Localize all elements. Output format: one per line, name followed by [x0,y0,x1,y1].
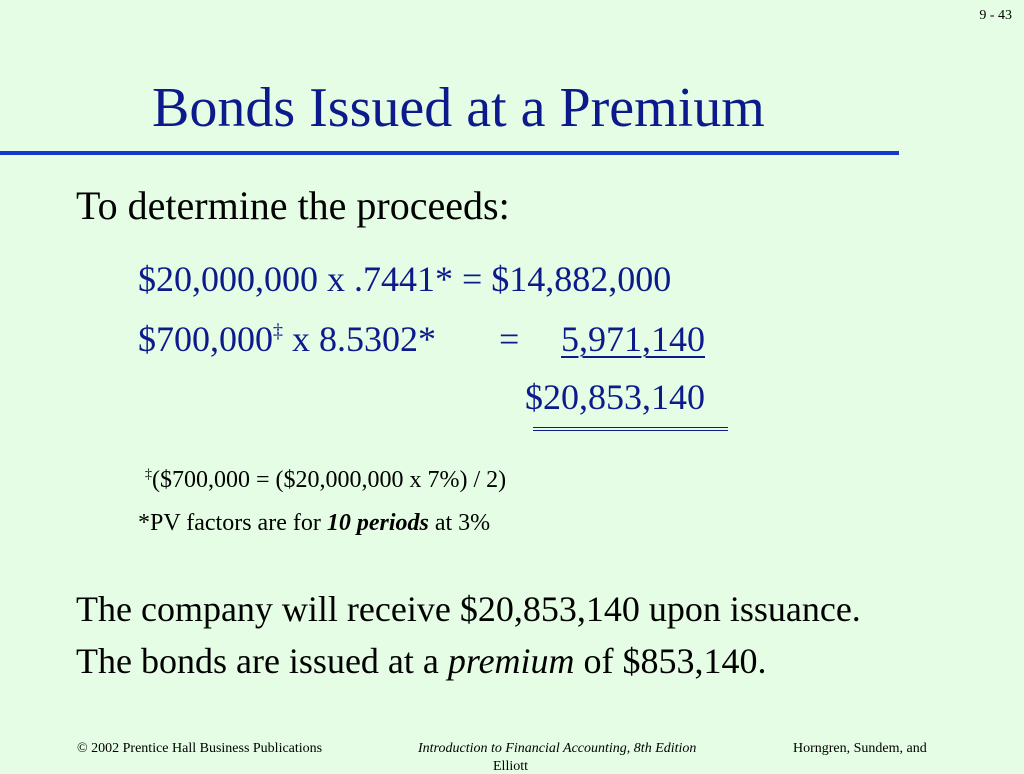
calculation-line-2-equals: = [499,319,520,359]
calculation-total: $20,853,140 [525,377,705,417]
pv-note-suffix: at 3% [428,510,491,536]
pv-factor-expression: x 8.5302* [283,319,436,359]
pv-factor-note [138,510,490,536]
pv-note-emphasis: 10 periods [326,510,429,536]
calculation-line-2-amount [533,320,705,360]
conclusion-line-2-prefix: The bonds are issued at a [76,641,448,681]
pv-note-prefix: *PV factors are for [138,510,327,536]
total-double-underline [533,427,728,431]
double-dagger-mark: ‡ [145,467,152,482]
footer-authors-continued: Elliott [493,759,528,774]
calculation-line-1: $20,000,000 x .7441* = $14,882,000 [138,259,672,299]
footer-book-title: Introduction to Financial Accounting, 8th Edition [418,741,697,756]
footer-copyright: © 2002 Prentice Hall Business Publications [77,741,323,756]
interest-present-value: 5,971,140 [561,319,705,359]
interest-amount: $700,000 [138,319,273,359]
dagger-footnote-text: ($700,000 = ($20,000,000 x 7%) / 2) [152,467,507,493]
double-dagger-mark: ‡ [273,320,283,342]
slide-title: Bonds Issued at a Premium [152,77,765,139]
title-underline-rule [0,151,899,155]
intro-text: To determine the proceeds: [76,183,510,228]
conclusion-line-1: The company will receive $20,853,140 upon issuance. [76,589,861,629]
dagger-footnote [145,467,506,493]
conclusion-line-2-suffix: of $853,140. [574,641,767,681]
premium-emphasis: premium [447,641,575,681]
footer-authors: Horngren, Sundem, and [793,741,927,756]
slide-number: 9 - 43 [979,8,1012,23]
conclusion-line-2 [76,642,767,682]
calculation-line-2-expression [138,320,436,360]
